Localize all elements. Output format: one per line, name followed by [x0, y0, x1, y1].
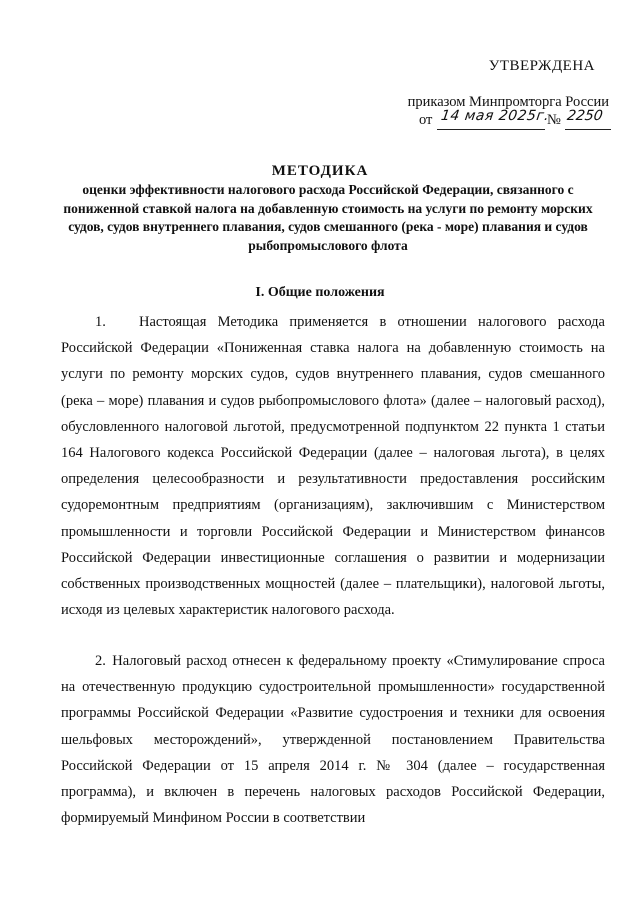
handwritten-date: 14 мая 2025г. [439, 108, 551, 124]
paragraph-2 [61, 648, 605, 831]
document-subtitle: оценки эффективности налогового расхода Российской Федерации, связанного с пониженной ставкой налога на добавленную стоимость на услуги по ремонту морских судов, судов внутреннего плавания, судов смешанного (река - море) плавания и судов рыбопромыслового флота [63, 182, 593, 253]
paragraph-1 [61, 309, 605, 623]
order-date-number [399, 108, 609, 134]
paragraph-text: Налоговый расход отнесен к федеральному проекту «Стимулирование спроса на отечественную продукцию судостроительной промышленности» государственной программы Российской Федерации «Развитие судостроения и техники для освоения шельфовых месторождений», утвержденной постановлением Правительства Российской Федерации от 15 апреля 2014 г. № 304 (далее – государственная программа), и включен в перечень налоговых расходов Российской Федерации, формируемый Минфином России в соответствии [61, 653, 605, 827]
from-prefix: от [419, 112, 433, 128]
date-underline [437, 129, 545, 130]
approved-label: УТВЕРЖДЕНА [488, 58, 595, 74]
order-reference: приказом Минпромторга России [407, 94, 609, 110]
approval-stamp-block [399, 58, 609, 134]
paragraph-number: 1. [95, 314, 106, 330]
handwritten-number: 2250 [565, 108, 604, 124]
section-heading: I. Общие положения [255, 285, 385, 300]
paragraph-text: Настоящая Методика применяется в отношении налогового расхода Российской Федерации «Пониженная ставка налога на добавленную стоимость на услуги по ремонту морских судов, судов внутреннего плавания, судов смешанного (река – море) плавания и судов рыбопромыслового флота» (далее – налоговый расход), обусловленного налоговой льготой, предусмотренной подпунктом 22 пункта 1 статьи 164 Налогового кодекса Российской Федерации (далее – налоговая льгота), в целях определения целесообразности и результативности предоставления российским судоремонтным предприятиям (организациям), заключившим с Министерством промышленности и торговли Российской Федерации и Министерством финансов Российской Федерации инвестиционные соглашения о развитии и модернизации собственных производственных мощностей (далее – плательщики), налоговой льготы, исходя из целевых характеристик налогового расхода. [61, 314, 605, 619]
paragraph-number: 2. [95, 653, 106, 669]
document-title: МЕТОДИКА [271, 163, 369, 179]
number-sign: № [547, 112, 561, 128]
number-underline [565, 129, 611, 130]
